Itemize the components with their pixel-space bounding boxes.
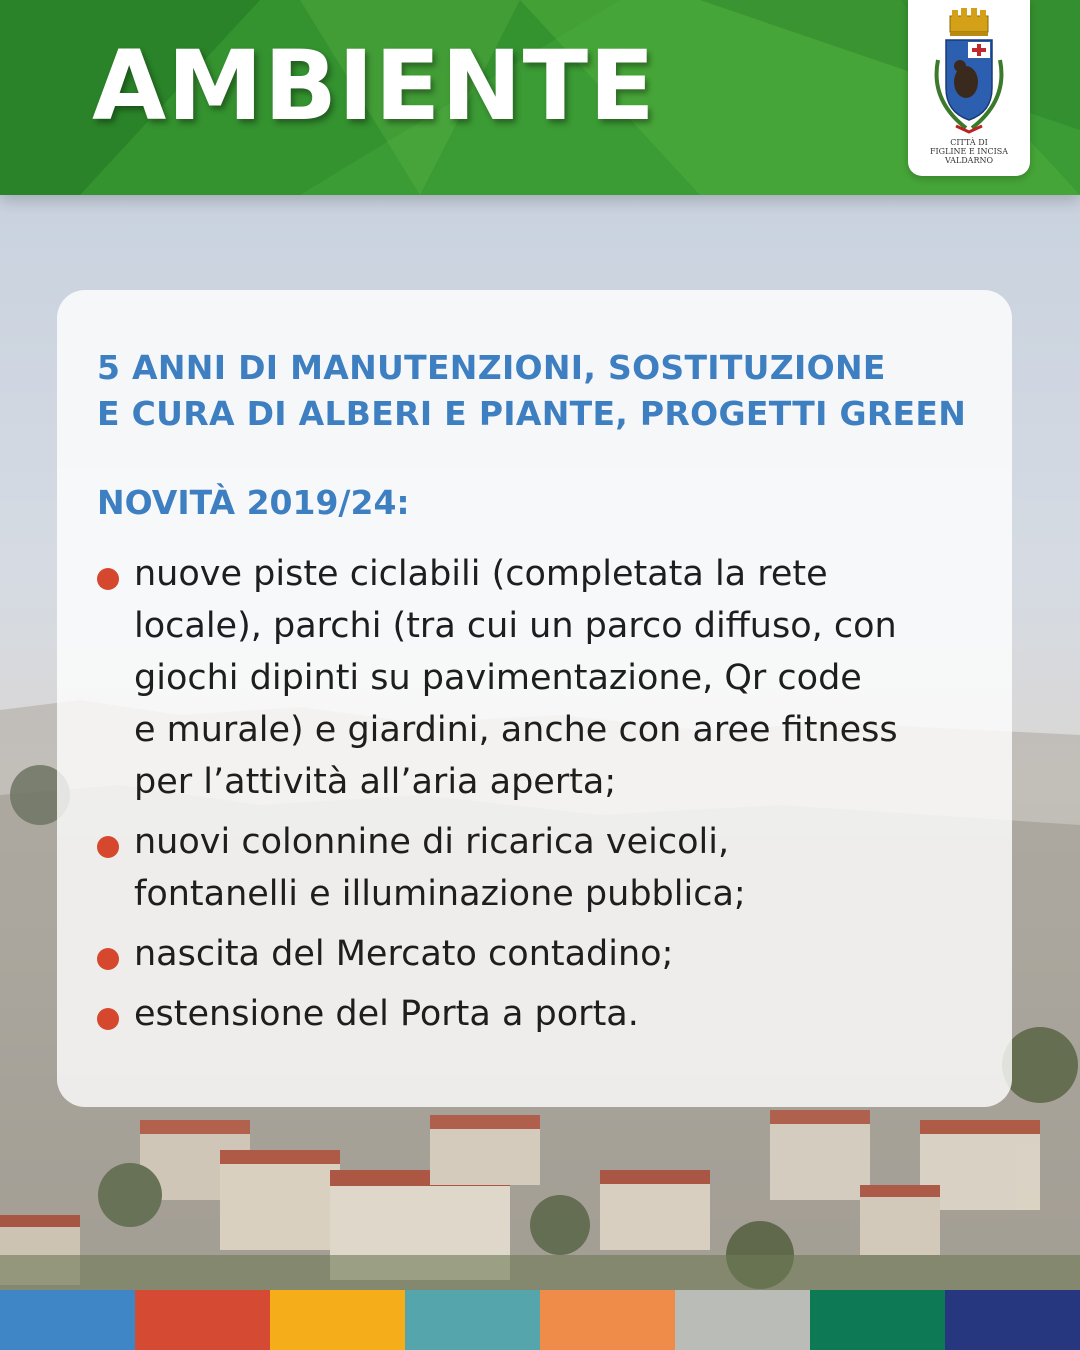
- color-stripe: [540, 1290, 675, 1350]
- page-title: AMBIENTE: [92, 30, 656, 142]
- list-item-line: giochi dipinti su pavimentazione, Qr code: [134, 658, 862, 698]
- logo-caption-line: VALDARNO: [944, 156, 994, 165]
- bullet-dot-icon: [97, 568, 119, 590]
- logo-caption-line: FIGLINE E INCISA: [929, 147, 1009, 156]
- color-stripe: [135, 1290, 270, 1350]
- coat-of-arms-icon: [908, 0, 1030, 140]
- color-stripe-bar: [0, 1290, 1080, 1350]
- color-stripe: [945, 1290, 1080, 1350]
- color-stripe: [405, 1290, 540, 1350]
- city-logo: [908, 0, 1030, 176]
- list-item: [97, 928, 997, 980]
- card-heading-line: 5 ANNI DI MANUTENZIONI, SOSTITUZIONE: [97, 348, 886, 387]
- card-heading: [97, 345, 997, 437]
- color-stripe: [0, 1290, 135, 1350]
- list-item-line: nuove piste ciclabili (completata la rete: [134, 554, 828, 594]
- list-item-line: estensione del Porta a porta.: [134, 994, 639, 1034]
- bullet-dot-icon: [97, 836, 119, 858]
- card-heading-line: E CURA DI ALBERI E PIANTE, PROGETTI GREEN: [97, 394, 967, 433]
- bullet-dot-icon: [97, 1008, 119, 1030]
- list-item-line: per l’attività all’aria aperta;: [134, 762, 617, 802]
- list-item-line: nuovi colonnine di ricarica veicoli,: [134, 822, 730, 862]
- list-item: [97, 988, 997, 1040]
- list-item-line: locale), parchi (tra cui un parco diffuso, con: [134, 606, 897, 646]
- color-stripe: [810, 1290, 945, 1350]
- list-item: [97, 548, 997, 808]
- color-stripe: [270, 1290, 405, 1350]
- bullet-dot-icon: [97, 948, 119, 970]
- logo-caption-line: CITTÀ DI: [950, 138, 988, 147]
- list-item: [97, 816, 997, 920]
- color-stripe: [675, 1290, 810, 1350]
- content-card: [57, 290, 1012, 1107]
- bullet-list: [97, 548, 997, 1048]
- list-item-line: e murale) e giardini, anche con aree fitness: [134, 710, 898, 750]
- card-subheading: NOVITÀ 2019/24:: [97, 483, 410, 522]
- list-item-line: fontanelli e illuminazione pubblica;: [134, 874, 746, 914]
- list-item-line: nascita del Mercato contadino;: [134, 934, 674, 974]
- logo-caption: [908, 138, 1030, 165]
